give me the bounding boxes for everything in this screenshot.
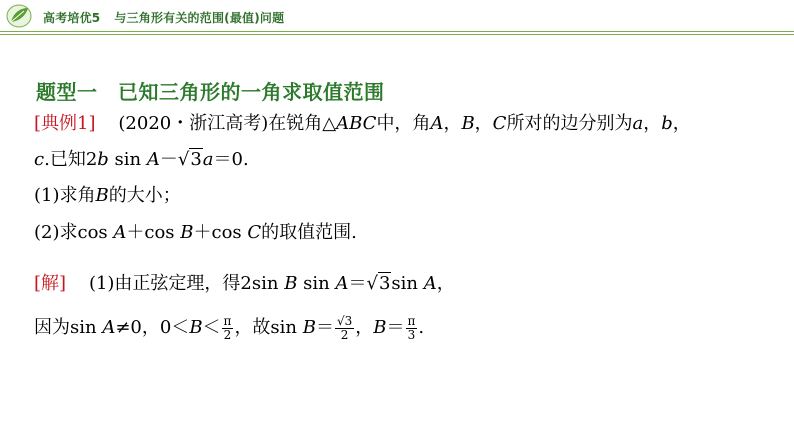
topic-heading: 题型一 已知三角形的一角求取值范围	[36, 80, 385, 104]
header-rule	[0, 31, 794, 32]
header-series: 高考培优5	[43, 11, 101, 25]
question-2: (2)求cos A＋cos B＋cos C的取值范围.	[34, 222, 357, 243]
solution-line-1: [解] (1)由正弦定理，得2sin B sin A＝√3sin A，	[34, 273, 455, 294]
question-1: (1)求角B的大小；	[34, 185, 181, 206]
sqrt-symbol: √3	[177, 149, 202, 170]
fraction-pi-over-3: $\frac{\pi}{3}$	[407, 313, 416, 342]
problem-line-1: [典例1] (2020・浙江高考)在锐角△ABC中，角A，B，C所对的边分别为a，b，	[34, 113, 691, 134]
example-tag: [典例1]	[34, 113, 96, 134]
solution-line-2: 因为sin A≠0，0＜B＜ $\frac{\pi}{2}$ ，故sin B＝ $\frac{√3}{2}$ ，B＝ $\frac{\pi}{3}$ .	[34, 313, 425, 342]
problem-line-2: c.已知2b sin A－√3a＝0.	[34, 149, 249, 170]
solution-tag: [解]	[34, 273, 67, 294]
header-rule-2	[0, 34, 794, 35]
header-title	[43, 9, 298, 26]
sqrt-symbol: √3	[366, 273, 391, 294]
fraction-pi-over-2: $\frac{\pi}{2}$	[223, 313, 232, 342]
leaf-logo-icon	[6, 3, 32, 29]
page-header	[0, 0, 794, 34]
fraction-sqrt3-over-2: $\frac{√3}{2}$	[336, 313, 353, 342]
header-topic: 与三角形有关的范围(最值)问题	[114, 11, 285, 25]
